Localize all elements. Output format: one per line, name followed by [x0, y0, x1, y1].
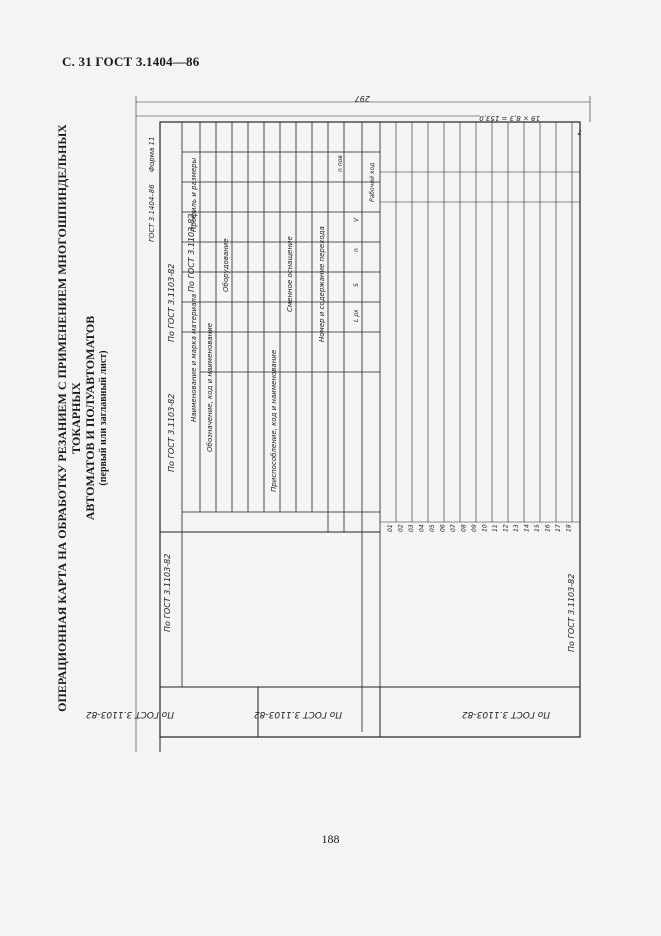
vertical-title [55, 110, 109, 725]
row-number: 05 [429, 524, 436, 532]
page-header: С. 31 ГОСТ 3.1404—86 [62, 54, 200, 69]
row-number: 04 [418, 524, 426, 532]
form-labels [86, 137, 576, 719]
label-s: S [353, 283, 360, 287]
title-line-3: (первый или заглавный лист) [98, 349, 109, 486]
ref-vertical-2: По ГОСТ 3.1103-82 [167, 393, 176, 472]
title-line-2: АВТОМАТОВ И ПОЛУАВТОМАТОВ [83, 315, 97, 520]
form-type-label: Форма 11 [148, 136, 156, 172]
dim-top: 19 × 8,3 = 153,0 [479, 114, 540, 122]
row-number: 14 [523, 524, 531, 532]
row-number: 02 [397, 524, 405, 532]
row-number: 11 [492, 524, 499, 532]
row-number: 10 [481, 524, 489, 532]
ref-vertical-4: По ГОСТ 3.1103-82 [187, 213, 196, 292]
label-v: V [353, 217, 360, 222]
label-equipment: Оборудование [222, 238, 230, 292]
label-device: Приспособление, код и наименование [270, 349, 278, 492]
title-line-1: ОПЕРАЦИОННАЯ КАРТА НА ОБРАБОТКУ РЕЗАНИЕМ С ПРИМЕНЕНИЕМ МНОГОШПИНДЕЛЬНЫХ ТОКАРНЫХ [55, 123, 83, 712]
row-number: 12 [502, 524, 510, 532]
form-frame [160, 122, 580, 737]
row-numbers [387, 524, 573, 532]
row-number: 03 [408, 524, 415, 532]
row-number: 13 [513, 524, 520, 532]
row-number: 07 [450, 524, 457, 532]
label-profile: Профиль и размеры [190, 157, 198, 232]
steps-grid [380, 122, 580, 522]
dim-width: 297 [354, 94, 370, 103]
row-number: 17 [555, 524, 562, 532]
label-lrx: L рх [353, 309, 360, 322]
ref-vertical-5: По ГОСТ 3.1103-82 [567, 573, 576, 652]
row-number: 15 [534, 524, 541, 532]
dim-side: 7 [577, 128, 582, 136]
label-fixture: Сменное оснащение [286, 236, 294, 312]
gost-corner-label: ГОСТ 3.1404–86 [148, 184, 156, 242]
row-number: 01 [387, 524, 394, 532]
ref-label-3: По ГОСТ 3.1103-82 [461, 709, 550, 719]
ref-vertical-1: По ГОСТ 3.1103-82 [163, 553, 172, 632]
row-number: 06 [439, 524, 447, 532]
row-number: 16 [544, 524, 552, 532]
label-coolant: Рабочий ход [369, 162, 376, 202]
label-npov: n пов [337, 155, 344, 172]
label-material: Наименование и марка материала [190, 293, 198, 422]
ref-label-1: По ГОСТ 3.1103-82 [85, 709, 174, 719]
row-number: 08 [460, 524, 468, 532]
ref-boxes [160, 122, 580, 752]
ref-label-2: По ГОСТ 3.1103-82 [253, 709, 342, 719]
label-detail: Обозначение, код и наименование [206, 322, 214, 452]
row-number: 18 [565, 524, 573, 532]
label-step: Номер и содержание перехода [318, 226, 326, 342]
label-n: n [353, 248, 360, 252]
page-number: 188 [321, 832, 340, 846]
dimension-lines [136, 96, 590, 752]
ref-vertical-3: По ГОСТ 3.1103-82 [167, 263, 176, 342]
row-number: 09 [471, 524, 478, 532]
